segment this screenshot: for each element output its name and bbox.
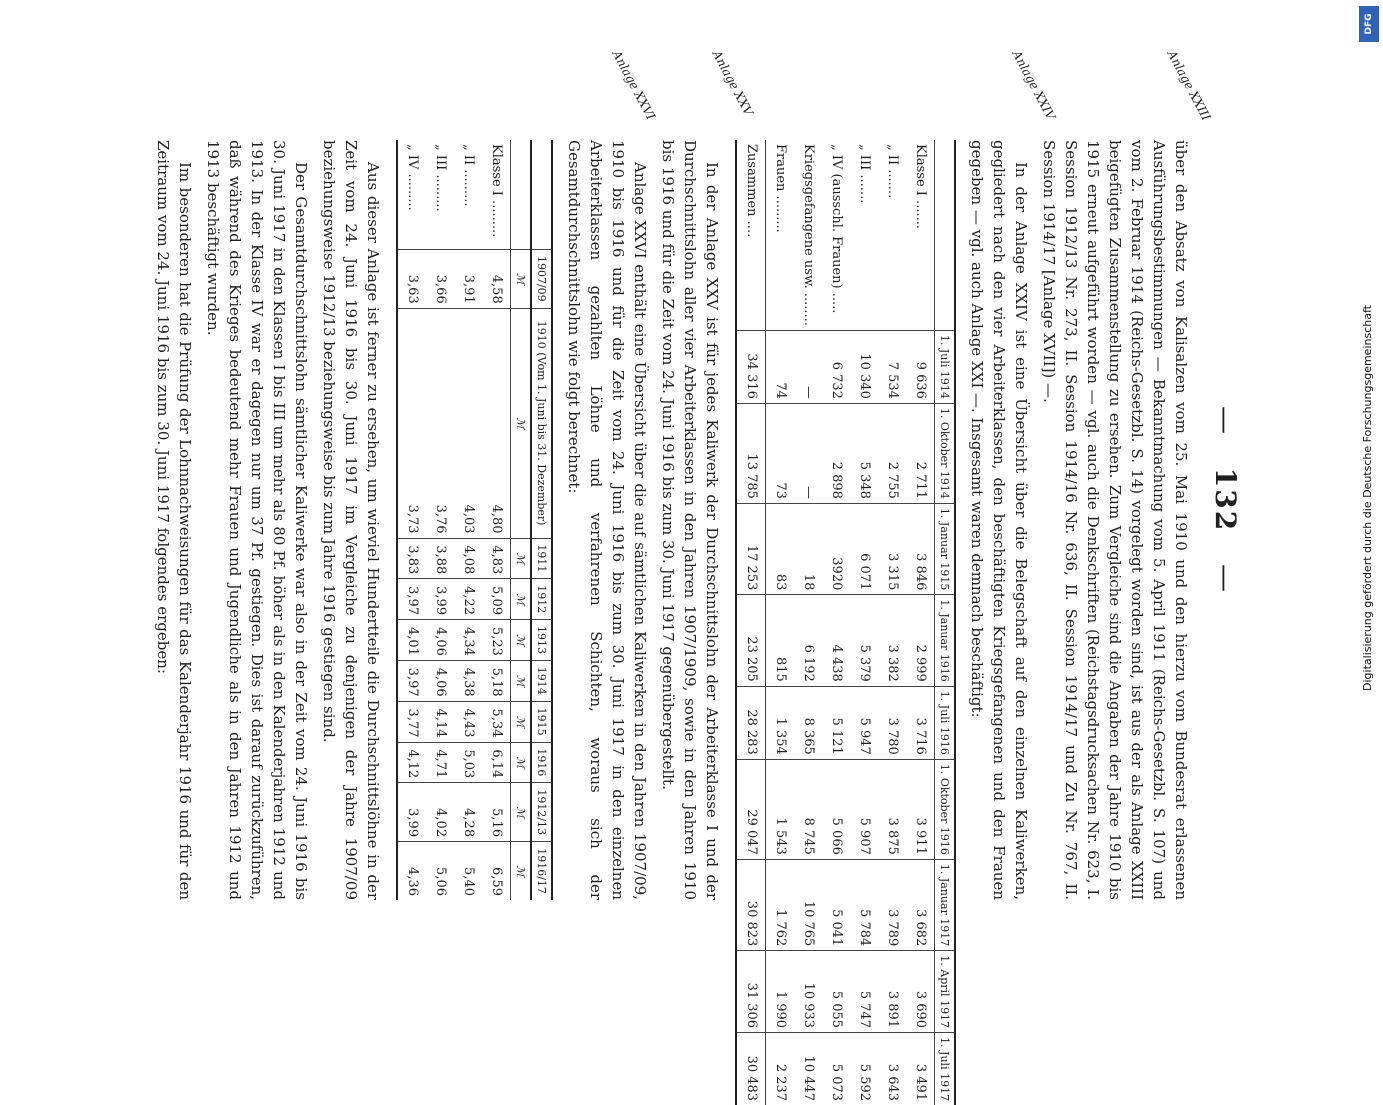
table-cell: 6 732: [822, 330, 850, 403]
row-label: „ IV (ausschl. Frauen) .....: [828, 144, 844, 314]
table-cell: 3 716: [906, 686, 935, 759]
wage-header-cell: 1910 (Vom 1. Juni bis 31. Dezember): [531, 308, 552, 538]
table-cell: 10 933: [794, 951, 822, 1033]
table-cell: 8 365: [794, 686, 822, 759]
table-cell: 4 438: [822, 595, 850, 686]
table-cell: 1 762: [765, 859, 794, 950]
table-cell: 4,28: [454, 783, 482, 842]
table-cell: 5 947: [850, 686, 878, 759]
workforce-header-cell: 1. Januar 1916: [934, 595, 955, 686]
unit-cell: ℳ: [510, 842, 531, 900]
wage-header-cell: 1914: [531, 660, 552, 701]
table-cell: 8 745: [794, 759, 822, 859]
unit-cell: ℳ: [510, 742, 531, 783]
table-cell: 18: [794, 503, 822, 594]
workforce-header-cell: 1. April 1917: [934, 951, 955, 1033]
table-cell: 4,14: [426, 701, 454, 742]
table-row: [765, 140, 794, 1105]
unit-cell: ℳ: [510, 701, 531, 742]
table-cell: 3 789: [878, 859, 906, 950]
table-cell: 28 283: [736, 686, 766, 759]
table-cell: 5 784: [850, 859, 878, 950]
table-cell: 5 348: [850, 403, 878, 503]
wage-table: [396, 140, 553, 900]
table-cell: 10 765: [794, 859, 822, 950]
table-cell: 3 382: [878, 595, 906, 686]
table-total-row: [736, 140, 766, 1105]
paragraph-gesamtdurchschnittslohn: Der Gesamtdurchschnittslohn sämtlicher Kaliwerke war also in der Zeit vom 24. Juni 1916 bis 30. Juni 1917 in den Klassen I bis III um mehr als 80 Pf. höher als in den Kalenderjahren 1912 und 1913. In der Klasse IV war er dagegen nur um 37 Pf. gestiegen. Dies ist darauf zurückzuführen, daß während des Krieges bedeutend mehr Frauen und Jugendliche als in den Jahren 1912 und 1913 beschäftigt wurden.: [203, 140, 310, 900]
table-cell: 1 990: [765, 951, 794, 1033]
table-cell: 29 047: [736, 759, 766, 859]
table-cell: 10 447: [794, 1033, 822, 1105]
table-cell: 4,08: [454, 538, 482, 579]
table-cell: 4,03: [454, 308, 482, 538]
paragraph-last: Im besonderen hat die Prüfung der Lohnnachweisungen für das Kalenderjahr 1916 und für den Zeitraum vom 24. Juni 1916 bis zum 30. Juni 1917 folgendes ergeben:: [153, 140, 194, 900]
table-cell: 34 316: [736, 330, 766, 403]
workforce-table: [735, 140, 956, 1105]
table-cell: 3 846: [906, 503, 935, 594]
table-cell: 3,63: [397, 249, 426, 308]
row-label: Klasse I .........: [488, 144, 504, 238]
wage-header-cell: 1915: [531, 701, 552, 742]
wage-header-cell: 1913: [531, 620, 552, 661]
table-cell: 17 253: [736, 503, 766, 594]
table-cell: 6 192: [794, 595, 822, 686]
table-cell: 3,99: [397, 783, 426, 842]
table-cell: 4,22: [454, 579, 482, 620]
table-cell: 6,14: [482, 742, 511, 783]
table-cell: 73: [765, 403, 794, 503]
workforce-table-header-row: [934, 140, 955, 1105]
table-cell: 83: [765, 503, 794, 594]
row-label: „ III .........: [432, 144, 448, 212]
table-cell: 2 755: [878, 403, 906, 503]
workforce-header-cell: 1. Januar 1917: [934, 859, 955, 950]
table-cell: 3,83: [397, 538, 426, 579]
workforce-header-cell: [934, 140, 955, 330]
digitization-credit: [1359, 8, 1377, 988]
credit-text: Digitalisierung gefördert durch die Deutsche Forschungsgemeinschaft: [1361, 305, 1374, 691]
table-cell: 4,36: [397, 842, 426, 900]
table-cell: 5 747: [850, 951, 878, 1033]
table-cell: 5 121: [822, 686, 850, 759]
table-cell: 6,59: [482, 842, 511, 900]
unit-cell: ℳ: [510, 538, 531, 579]
table-cell: 5,18: [482, 660, 511, 701]
page-header: [1209, 20, 1242, 980]
margin-note-anlage-xxiii: Anlage XXIII: [1164, 48, 1213, 123]
table-cell: 3 682: [906, 859, 935, 950]
table-cell: 5 073: [822, 1033, 850, 1105]
row-label: „ III .......: [856, 144, 872, 204]
table-cell: 4,83: [482, 538, 511, 579]
margin-note-anlage-xxv: Anlage XXV: [709, 48, 756, 118]
wage-header-cell: 1911: [531, 538, 552, 579]
table-cell: 4,58: [482, 249, 511, 308]
margin-note-anlage-xxiv: Anlage XXIV: [1009, 48, 1058, 123]
table-cell: 4,01: [397, 620, 426, 661]
table-cell: 2 898: [822, 403, 850, 503]
table-cell: 2 999: [906, 595, 935, 686]
table-cell: 5 055: [822, 951, 850, 1033]
unit-cell: ℳ: [510, 308, 531, 538]
table-cell: 5,03: [454, 742, 482, 783]
table-cell: 23 205: [736, 595, 766, 686]
row-label: „ II .........: [460, 144, 476, 207]
workforce-header-cell: 1. Januar 1915: [934, 503, 955, 594]
dfg-logo: [1359, 6, 1379, 42]
unit-cell: ℳ: [510, 579, 531, 620]
row-label: Frauen .........: [772, 144, 788, 233]
table-cell: 3,66: [426, 249, 454, 308]
table-cell: 13 785: [736, 403, 766, 503]
margin-note-anlage-xxvi: Anlage XXVI: [609, 48, 658, 123]
table-cell: 3 491: [906, 1033, 935, 1105]
table-cell: 5,09: [482, 579, 511, 620]
intro-paragraph: über den Absatz von Kalisalzen vom 25. Mai 1910 und den hierzu vom Bundesrat erlassenen Ausführungsbestimmungen — Bekanntmachung vom 5. April 1911 (Reichs-Gesetzbl. S. 107) und vom 2. Februar 1914 (Reichs-Gesetzbl. S. 14) vorgelegt worden sind, ist aus der als Anlage XXIII beigefügten Zusammenstellung zu ersehen. Zum Vergleiche sind die Angaben der Jahre 1910 bis 1915 erneut aufgeführt worden — vgl. auch die Denkschriften (Reichstagsdrucksachen Nr. 623, I. Session 1912/13 Nr. 273, II. Session 1914/16 Nr. 636, II. Session 1914/17 und Zu Nr. 767, II. Session 1914/17 [Anlage XVII]) —.: [1039, 140, 1190, 900]
table-cell: 2 711: [906, 403, 935, 503]
paragraph-anlage-xxiv: In der Anlage XXIV ist eine Übersicht über die Belegschaft auf den einzelnen Kaliwerken, gegliedert nach den vier Arbeiterklassen, den beschäftigten Kriegsgefangenen und den Frauen gegeben — vgl. auch Anlage XXI —. Insgesamt waren demnach beschäftigt:: [967, 140, 1030, 900]
document-body: [146, 140, 1192, 1102]
workforce-header-cell: 1. Juli 1914: [934, 330, 955, 403]
unit-cell: ℳ: [510, 249, 531, 308]
table-row: [878, 140, 906, 1105]
table-cell: 3920: [822, 503, 850, 594]
table-cell: 5 066: [822, 759, 850, 859]
rotated-document: [42, 20, 1342, 1102]
table-cell: 4,34: [454, 620, 482, 661]
unit-cell: [510, 140, 531, 249]
table-cell: 5,40: [454, 842, 482, 900]
dfg-logo-text: DFG: [1364, 13, 1374, 35]
table-cell: 6 071: [850, 503, 878, 594]
table-row: [822, 140, 850, 1105]
paragraph-after-wage-table: Aus dieser Anlage ist ferner zu ersehen, um wieviel Hundertteile die Durchschnittslöhne in der Zeit vom 24. Juni 1916 bis 30. Juni 1917 im Vergleiche zu denjenigen der Jahre 1907/09 beziehungsweise 1912/13 beziehungsweise bis zum Jahre 1916 gestiegen sind.: [319, 140, 382, 900]
table-cell: 1 354: [765, 686, 794, 759]
table-cell: 5 379: [850, 595, 878, 686]
table-cell: 5 907: [850, 759, 878, 859]
table-row: [906, 140, 935, 1105]
table-cell: 31 306: [736, 951, 766, 1033]
table-cell: 5,06: [426, 842, 454, 900]
wage-header-cell: [531, 140, 552, 249]
table-cell: 74: [765, 330, 794, 403]
table-cell: 30 483: [736, 1033, 766, 1105]
wage-header-cell: 1912: [531, 579, 552, 620]
table-cell: —: [794, 403, 822, 503]
table-row: [397, 140, 426, 900]
table-cell: —: [794, 330, 822, 403]
table-cell: 3 891: [878, 951, 906, 1033]
unit-cell: ℳ: [510, 660, 531, 701]
wage-header-cell: 1916/17: [531, 842, 552, 900]
paragraph-anlage-xxvi: Anlage XXVI enthält eine Übersicht über die auf sämtlichen Kaliwerken in den Jahren 1907/09, 1910 bis 1916 und für die Zeit vom 24. Juni 1916 bis zum 30. Juni 1917 in den einzelnen Arbeiterklassen gezahlten Löhne und verfahrenen Schichten, woraus sich der Gesamtdurchschnittslohn wie folgt berechnet:: [564, 140, 649, 900]
table-cell: 3,76: [426, 308, 454, 538]
table-cell: 3 875: [878, 759, 906, 859]
table-cell: 5,16: [482, 783, 511, 842]
table-row: [850, 140, 878, 1105]
table-row: [454, 140, 482, 900]
table-cell: 4,06: [426, 620, 454, 661]
wage-header-cell: 1916: [531, 742, 552, 783]
row-label: Kriegsgefangene usw. ........: [800, 144, 816, 326]
table-cell: 3,99: [426, 579, 454, 620]
table-cell: 5,34: [482, 701, 511, 742]
wage-table-units-row: [510, 140, 531, 900]
workforce-header-cell: 1. Oktober 1914: [934, 403, 955, 503]
header-dash-right: —: [1208, 563, 1242, 594]
table-cell: 4,71: [426, 742, 454, 783]
table-cell: 5 041: [822, 859, 850, 950]
row-label: „ IV .........: [397, 140, 426, 249]
row-label: „ II .......: [884, 144, 900, 199]
table-cell: 4,12: [397, 742, 426, 783]
workforce-header-cell: 1. Juli 1917: [934, 1033, 955, 1105]
table-row: [482, 140, 511, 900]
workforce-header-cell: 1. Oktober 1916: [934, 759, 955, 859]
table-cell: 5,23: [482, 620, 511, 661]
table-cell: 4,06: [426, 660, 454, 701]
table-cell: 3 690: [906, 951, 935, 1033]
row-label: Zusammen ....: [736, 140, 766, 330]
table-cell: 7 534: [878, 330, 906, 403]
table-row: [426, 140, 454, 900]
table-cell: 3,97: [397, 579, 426, 620]
table-cell: 4,43: [454, 701, 482, 742]
table-cell: 3 315: [878, 503, 906, 594]
table-cell: 2 237: [765, 1033, 794, 1105]
table-cell: 9 636: [906, 330, 935, 403]
table-cell: 3,77: [397, 701, 426, 742]
table-cell: 3,88: [426, 538, 454, 579]
table-cell: 3 911: [906, 759, 935, 859]
table-cell: 4,38: [454, 660, 482, 701]
table-cell: 3,73: [397, 308, 426, 538]
table-cell: 3 780: [878, 686, 906, 759]
table-cell: 4,02: [426, 783, 454, 842]
table-cell: 3 643: [878, 1033, 906, 1105]
table-cell: 3,97: [397, 660, 426, 701]
page-number: 132: [1208, 467, 1242, 533]
table-row: [794, 140, 822, 1105]
table-cell: 1 543: [765, 759, 794, 859]
paragraph-anlage-xxv: In der Anlage XXV ist für jedes Kaliwerk der Durchschnittslohn der Arbeiterklasse I und der Durchschnittslohn aller vier Arbeiterklassen in den Jahren 1907/1909, sowie in den Jahren 1910 bis 1916 und für die Zeit vom 24. Juni 1916 bis zum 30. Juni 1917 gegenübergestellt.: [658, 140, 721, 900]
unit-cell: ℳ: [510, 783, 531, 842]
row-label: Klasse I .......: [912, 144, 928, 229]
table-cell: 3,91: [454, 249, 482, 308]
wage-header-cell: 1912/13: [531, 783, 552, 842]
table-cell: 10 340: [850, 330, 878, 403]
table-cell: 815: [765, 595, 794, 686]
table-cell: 4,80: [482, 308, 511, 538]
table-cell: 30 823: [736, 859, 766, 950]
table-cell: 5 592: [850, 1033, 878, 1105]
workforce-header-cell: 1. Juli 1916: [934, 686, 955, 759]
header-dash-left: —: [1208, 406, 1242, 437]
wage-table-header-row: [531, 140, 552, 900]
wage-header-cell: 1907/09: [531, 249, 552, 308]
unit-cell: ℳ: [510, 620, 531, 661]
